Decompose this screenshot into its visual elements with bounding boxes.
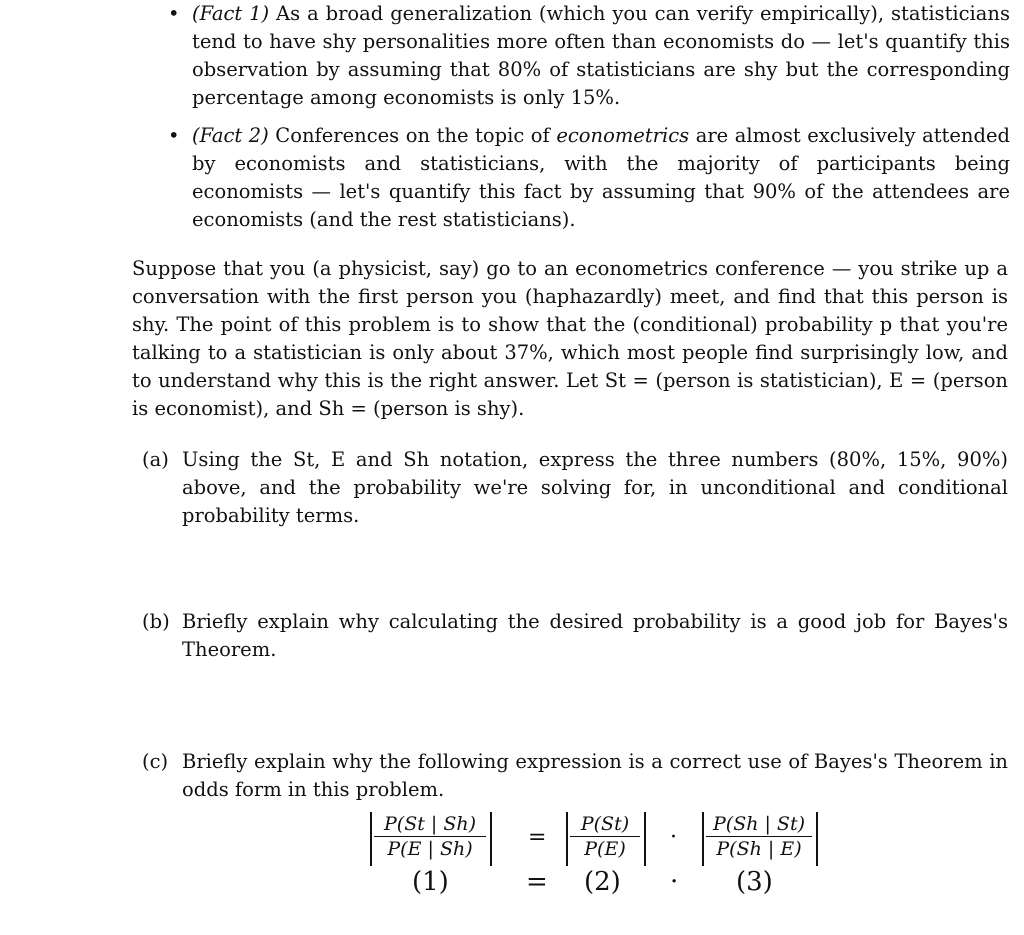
fact-2-lead: (Fact 2) <box>192 124 269 147</box>
facts-list <box>160 0 1010 244</box>
rhs-fraction <box>706 812 812 861</box>
lhs-denominator: P(E | Sh) <box>387 838 473 860</box>
part-a-text: Using the St, E and Sh notation, express the three numbers (80%, 15%, 90%) above, and the probability we're solving for, in unconditional and conditional probability terms. <box>182 448 1008 527</box>
lhs-numerator: P(St | Sh) <box>374 812 486 837</box>
label-equals: = <box>526 867 548 897</box>
part-c <box>142 748 1008 804</box>
part-c-text: Briefly explain why the following expression is a correct use of Bayes's Theorem in odds form in this problem. <box>182 750 1008 801</box>
part-b-text: Briefly explain why calculating the desired probability is a good job for Bayes's Theorem. <box>182 610 1008 661</box>
label-1: (1) <box>412 867 449 897</box>
equals-sign: = <box>528 825 547 850</box>
dot-operator: · <box>670 825 677 850</box>
rhs-numerator: P(Sh | St) <box>706 812 812 837</box>
fact-2-text-pre: Conferences on the topic of <box>268 124 557 147</box>
mid-fraction <box>570 812 640 861</box>
mid-denominator: P(E) <box>584 838 626 860</box>
part-b-label: (b) <box>142 610 170 633</box>
part-b <box>142 608 1008 664</box>
fact-1-text: As a broad generalization (which you can verify empirically), statisticians tend to have shy personalities more often than economists do — let's quantify this observation by assuming that 80% of statisticians are shy but the corresponding percentage among economists is only 15%. <box>192 2 1010 109</box>
mid-numerator: P(St) <box>570 812 640 837</box>
fact-2-emph: econometrics <box>556 124 690 147</box>
bullet-marker: • <box>168 2 180 25</box>
part-c-label: (c) <box>142 750 169 773</box>
fact-1 <box>160 0 1010 112</box>
part-a-label: (a) <box>142 448 169 471</box>
odds-equation <box>370 812 850 872</box>
label-3: (3) <box>736 867 773 897</box>
equation-labels <box>370 868 850 908</box>
bullet-marker: • <box>168 124 180 147</box>
label-2: (2) <box>584 867 621 897</box>
label-dot: · <box>670 867 679 897</box>
rhs-denominator: P(Sh | E) <box>716 838 802 860</box>
problem-intro: Suppose that you (a physicist, say) go to an econometrics conference — you strike up a conversation with the first person you (haphazardly) meet, and find that this person is shy. The point of this problem is to show that the (conditional) probability p that you're talking to a statistician is only about 37%, which most people find surprisingly low, and to understand why this is the right answer. Let St = (person is statistician), E = (person is economist), and Sh = (person is shy). <box>132 257 1008 420</box>
fact-1-lead: (Fact 1) <box>192 2 270 25</box>
fact-2-text-post: are almost exclusively attended by economists and statisticians, with the majority of participants being economists — let's quantify this fact by assuming that 90% of the attendees are economists (and the rest statisticians). <box>192 124 1010 231</box>
fact-2 <box>160 122 1010 234</box>
lhs-fraction <box>374 812 486 861</box>
part-a <box>142 446 1008 530</box>
